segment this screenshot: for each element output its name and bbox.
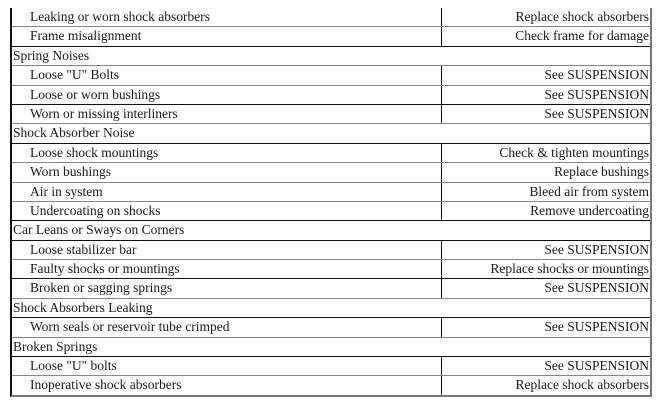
condition-cell: Worn or missing interliners bbox=[12, 105, 442, 123]
category-row bbox=[12, 124, 650, 143]
category-heading: Shock Absorbers Leaking bbox=[13, 299, 153, 315]
category-row bbox=[12, 299, 650, 318]
condition-cell: Loose "U" bolts bbox=[12, 357, 442, 375]
condition-cell: Frame misalignment bbox=[12, 27, 442, 45]
table-row bbox=[12, 260, 650, 279]
remedy-cell: Bleed air from system bbox=[529, 183, 649, 199]
condition-cell: Undercoating on shocks bbox=[12, 202, 442, 220]
category-heading: Car Leans or Sways on Corners bbox=[13, 222, 185, 238]
category-row bbox=[12, 338, 650, 357]
troubleshooting-table bbox=[10, 8, 652, 397]
remedy-cell: Replace bushings bbox=[554, 164, 649, 180]
category-heading: Shock Absorber Noise bbox=[13, 125, 135, 141]
condition-cell: Broken or sagging springs bbox=[12, 279, 442, 297]
remedy-cell: See SUSPENSION bbox=[544, 241, 649, 257]
table-row bbox=[12, 241, 650, 260]
remedy-cell: See SUSPENSION bbox=[544, 86, 649, 102]
condition-cell: Loose "U" Bolts bbox=[12, 66, 442, 84]
table-row bbox=[12, 105, 650, 124]
table-row bbox=[12, 163, 650, 182]
table-row bbox=[12, 357, 650, 376]
table-row bbox=[12, 66, 650, 85]
table-row bbox=[12, 202, 650, 221]
category-heading: Spring Noises bbox=[13, 47, 90, 63]
remedy-cell: Replace shock absorbers bbox=[515, 377, 649, 393]
condition-cell: Worn seals or reservoir tube crimped bbox=[12, 318, 442, 336]
condition-cell: Loose stabilizer bar bbox=[12, 241, 442, 259]
condition-cell: Air in system bbox=[12, 183, 442, 201]
remedy-cell: Check frame for damage bbox=[515, 28, 649, 44]
remedy-cell: Remove undercoating bbox=[530, 202, 649, 218]
remedy-cell: See SUSPENSION bbox=[544, 105, 649, 121]
category-row bbox=[12, 47, 650, 66]
table-row bbox=[12, 86, 650, 105]
table-row bbox=[12, 8, 650, 27]
table-row bbox=[12, 376, 650, 394]
table-row bbox=[12, 27, 650, 46]
condition-cell: Worn bushings bbox=[12, 163, 442, 181]
condition-cell: Inoperative shock absorbers bbox=[12, 376, 442, 394]
remedy-cell: See SUSPENSION bbox=[544, 319, 649, 335]
remedy-cell: See SUSPENSION bbox=[544, 358, 649, 374]
condition-cell: Loose or worn bushings bbox=[12, 86, 442, 104]
category-heading: Broken Springs bbox=[13, 338, 98, 354]
condition-cell: Faulty shocks or mountings bbox=[12, 260, 442, 278]
condition-cell: Leaking or worn shock absorbers bbox=[12, 8, 442, 26]
category-row bbox=[12, 221, 650, 240]
condition-cell: Loose shock mountings bbox=[12, 144, 442, 162]
table-row bbox=[12, 183, 650, 202]
remedy-cell: Check & tighten mountings bbox=[499, 144, 649, 160]
remedy-cell: See SUSPENSION bbox=[544, 280, 649, 296]
table-row bbox=[12, 279, 650, 298]
remedy-cell: Replace shock absorbers bbox=[515, 9, 649, 24]
remedy-cell: See SUSPENSION bbox=[544, 67, 649, 83]
remedy-cell: Replace shocks or mountings bbox=[490, 261, 649, 277]
table-row bbox=[12, 144, 650, 163]
table-row bbox=[12, 318, 650, 337]
